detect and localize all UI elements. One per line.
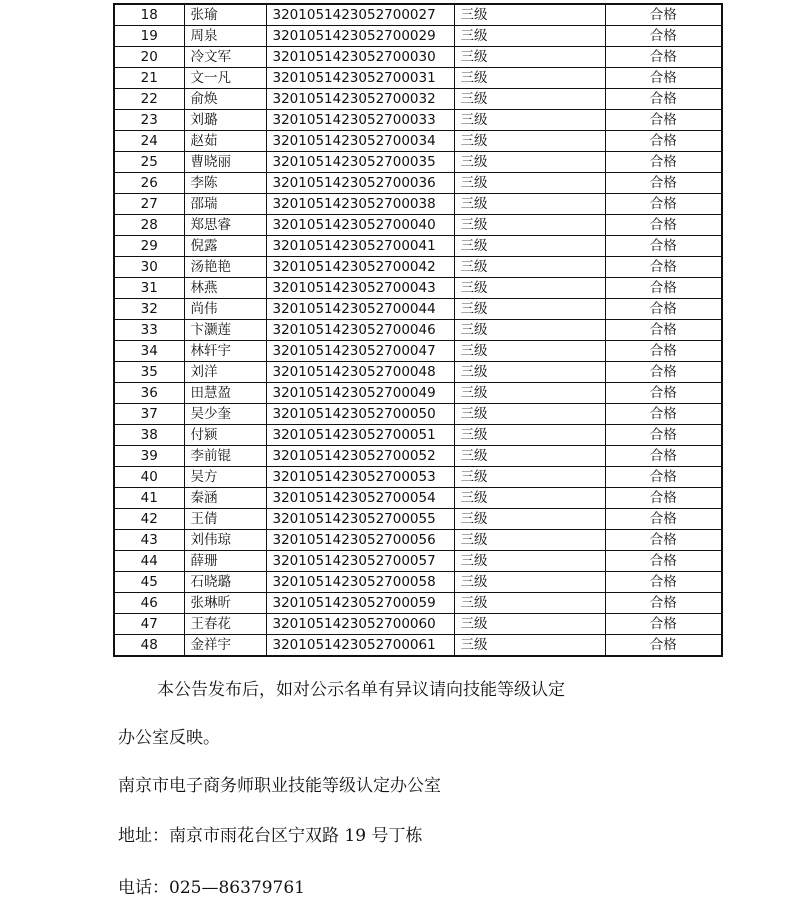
result-cell: 合格 <box>605 425 722 446</box>
certificate-number-cell: 3201051423052700049 <box>266 383 454 404</box>
row-number-cell: 40 <box>114 467 184 488</box>
table-row <box>114 152 722 173</box>
level-cell: 三级 <box>454 26 605 47</box>
row-number-cell: 46 <box>114 593 184 614</box>
notice-line-1: 本公告发布后，如对公示名单有异议请向技能等级认定 <box>157 680 565 700</box>
certificate-number-cell: 3201051423052700053 <box>266 467 454 488</box>
level-cell: 三级 <box>454 152 605 173</box>
table-row <box>114 425 722 446</box>
certificate-number-cell: 3201051423052700033 <box>266 110 454 131</box>
result-cell: 合格 <box>605 68 722 89</box>
row-number-cell: 18 <box>114 4 184 26</box>
table-row <box>114 173 722 194</box>
result-cell: 合格 <box>605 551 722 572</box>
certificate-number-cell: 3201051423052700052 <box>266 446 454 467</box>
row-number-cell: 32 <box>114 299 184 320</box>
table-row <box>114 299 722 320</box>
result-cell: 合格 <box>605 530 722 551</box>
certificate-number-cell: 3201051423052700061 <box>266 635 454 657</box>
row-number-cell: 33 <box>114 320 184 341</box>
name-cell: 王倩 <box>184 509 266 530</box>
certificate-number-cell: 3201051423052700044 <box>266 299 454 320</box>
row-number-cell: 43 <box>114 530 184 551</box>
name-cell: 赵茹 <box>184 131 266 152</box>
level-cell: 三级 <box>454 194 605 215</box>
result-cell: 合格 <box>605 173 722 194</box>
result-cell: 合格 <box>605 110 722 131</box>
name-cell: 刘伟琼 <box>184 530 266 551</box>
result-cell: 合格 <box>605 152 722 173</box>
table-row <box>114 257 722 278</box>
table-row <box>114 131 722 152</box>
level-cell: 三级 <box>454 425 605 446</box>
name-cell: 林燕 <box>184 278 266 299</box>
table-row <box>114 68 722 89</box>
certificate-number-cell: 3201051423052700050 <box>266 404 454 425</box>
name-cell: 秦涵 <box>184 488 266 509</box>
results-table <box>113 3 723 657</box>
name-cell: 吴少奎 <box>184 404 266 425</box>
table-row <box>114 194 722 215</box>
result-cell: 合格 <box>605 488 722 509</box>
result-cell: 合格 <box>605 362 722 383</box>
results-table-body <box>114 4 722 656</box>
row-number-cell: 45 <box>114 572 184 593</box>
result-cell: 合格 <box>605 47 722 68</box>
row-number-cell: 48 <box>114 635 184 657</box>
name-cell: 汤艳艳 <box>184 257 266 278</box>
table-row <box>114 26 722 47</box>
level-cell: 三级 <box>454 572 605 593</box>
result-cell: 合格 <box>605 278 722 299</box>
row-number-cell: 24 <box>114 131 184 152</box>
row-number-cell: 44 <box>114 551 184 572</box>
level-cell: 三级 <box>454 509 605 530</box>
result-cell: 合格 <box>605 26 722 47</box>
table-row <box>114 530 722 551</box>
result-cell: 合格 <box>605 572 722 593</box>
row-number-cell: 19 <box>114 26 184 47</box>
row-number-cell: 23 <box>114 110 184 131</box>
name-cell: 曹晓丽 <box>184 152 266 173</box>
level-cell: 三级 <box>454 89 605 110</box>
certificate-number-cell: 3201051423052700042 <box>266 257 454 278</box>
table-row <box>114 551 722 572</box>
certificate-number-cell: 3201051423052700030 <box>266 47 454 68</box>
certificate-number-cell: 3201051423052700057 <box>266 551 454 572</box>
level-cell: 三级 <box>454 635 605 657</box>
row-number-cell: 47 <box>114 614 184 635</box>
level-cell: 三级 <box>454 383 605 404</box>
table-row <box>114 89 722 110</box>
row-number-cell: 36 <box>114 383 184 404</box>
certificate-number-cell: 3201051423052700038 <box>266 194 454 215</box>
certificate-number-cell: 3201051423052700047 <box>266 341 454 362</box>
level-cell: 三级 <box>454 614 605 635</box>
table-row <box>114 593 722 614</box>
certificate-number-cell: 3201051423052700035 <box>266 152 454 173</box>
table-row <box>114 320 722 341</box>
row-number-cell: 27 <box>114 194 184 215</box>
result-cell: 合格 <box>605 467 722 488</box>
certificate-number-cell: 3201051423052700031 <box>266 68 454 89</box>
table-row <box>114 509 722 530</box>
certificate-number-cell: 3201051423052700046 <box>266 320 454 341</box>
level-cell: 三级 <box>454 551 605 572</box>
name-cell: 石晓璐 <box>184 572 266 593</box>
certificate-number-cell: 3201051423052700048 <box>266 362 454 383</box>
level-cell: 三级 <box>454 488 605 509</box>
result-cell: 合格 <box>605 446 722 467</box>
name-cell: 薛珊 <box>184 551 266 572</box>
certificate-number-cell: 3201051423052700034 <box>266 131 454 152</box>
table-row <box>114 362 722 383</box>
name-cell: 王春花 <box>184 614 266 635</box>
table-row <box>114 47 722 68</box>
table-row <box>114 4 722 26</box>
name-cell: 冷文军 <box>184 47 266 68</box>
result-cell: 合格 <box>605 635 722 657</box>
result-cell: 合格 <box>605 320 722 341</box>
result-cell: 合格 <box>605 257 722 278</box>
level-cell: 三级 <box>454 299 605 320</box>
notice-line-2: 办公室反映。 <box>118 728 220 748</box>
row-number-cell: 41 <box>114 488 184 509</box>
level-cell: 三级 <box>454 68 605 89</box>
certificate-number-cell: 3201051423052700054 <box>266 488 454 509</box>
table-row <box>114 572 722 593</box>
name-cell: 田慧盈 <box>184 383 266 404</box>
office-phone: 电话：025—86379761 <box>118 878 305 898</box>
level-cell: 三级 <box>454 446 605 467</box>
table-row <box>114 341 722 362</box>
name-cell: 卞灏莲 <box>184 320 266 341</box>
table-row <box>114 236 722 257</box>
name-cell: 李陈 <box>184 173 266 194</box>
row-number-cell: 20 <box>114 47 184 68</box>
result-cell: 合格 <box>605 89 722 110</box>
row-number-cell: 34 <box>114 341 184 362</box>
certificate-number-cell: 3201051423052700060 <box>266 614 454 635</box>
row-number-cell: 21 <box>114 68 184 89</box>
result-cell: 合格 <box>605 131 722 152</box>
name-cell: 周泉 <box>184 26 266 47</box>
result-cell: 合格 <box>605 383 722 404</box>
level-cell: 三级 <box>454 236 605 257</box>
level-cell: 三级 <box>454 362 605 383</box>
certificate-number-cell: 3201051423052700027 <box>266 4 454 26</box>
row-number-cell: 42 <box>114 509 184 530</box>
certificate-number-cell: 3201051423052700041 <box>266 236 454 257</box>
name-cell: 刘洋 <box>184 362 266 383</box>
name-cell: 尚伟 <box>184 299 266 320</box>
level-cell: 三级 <box>454 257 605 278</box>
name-cell: 文一凡 <box>184 68 266 89</box>
table-row <box>114 215 722 236</box>
level-cell: 三级 <box>454 530 605 551</box>
result-cell: 合格 <box>605 593 722 614</box>
result-cell: 合格 <box>605 299 722 320</box>
row-number-cell: 25 <box>114 152 184 173</box>
name-cell: 张瑜 <box>184 4 266 26</box>
table-row <box>114 383 722 404</box>
level-cell: 三级 <box>454 4 605 26</box>
table-row <box>114 635 722 657</box>
name-cell: 郑思睿 <box>184 215 266 236</box>
level-cell: 三级 <box>454 278 605 299</box>
row-number-cell: 38 <box>114 425 184 446</box>
name-cell: 金祥宇 <box>184 635 266 657</box>
office-name: 南京市电子商务师职业技能等级认定办公室 <box>118 776 441 796</box>
certificate-number-cell: 3201051423052700051 <box>266 425 454 446</box>
row-number-cell: 39 <box>114 446 184 467</box>
row-number-cell: 31 <box>114 278 184 299</box>
row-number-cell: 35 <box>114 362 184 383</box>
office-address: 地址：南京市雨花台区宁双路 19 号丁栋 <box>118 826 423 846</box>
table-row <box>114 110 722 131</box>
level-cell: 三级 <box>454 341 605 362</box>
table-row <box>114 467 722 488</box>
level-cell: 三级 <box>454 173 605 194</box>
table-row <box>114 488 722 509</box>
table-row <box>114 404 722 425</box>
result-cell: 合格 <box>605 236 722 257</box>
table-row <box>114 614 722 635</box>
row-number-cell: 37 <box>114 404 184 425</box>
result-cell: 合格 <box>605 194 722 215</box>
table-row <box>114 278 722 299</box>
certificate-number-cell: 3201051423052700056 <box>266 530 454 551</box>
name-cell: 付颍 <box>184 425 266 446</box>
name-cell: 林轩宇 <box>184 341 266 362</box>
level-cell: 三级 <box>454 215 605 236</box>
name-cell: 张琳昕 <box>184 593 266 614</box>
level-cell: 三级 <box>454 467 605 488</box>
name-cell: 倪露 <box>184 236 266 257</box>
row-number-cell: 30 <box>114 257 184 278</box>
row-number-cell: 26 <box>114 173 184 194</box>
row-number-cell: 28 <box>114 215 184 236</box>
level-cell: 三级 <box>454 320 605 341</box>
result-cell: 合格 <box>605 215 722 236</box>
certificate-number-cell: 3201051423052700029 <box>266 26 454 47</box>
row-number-cell: 22 <box>114 89 184 110</box>
name-cell: 李前锟 <box>184 446 266 467</box>
name-cell: 刘璐 <box>184 110 266 131</box>
certificate-number-cell: 3201051423052700055 <box>266 509 454 530</box>
certificate-number-cell: 3201051423052700040 <box>266 215 454 236</box>
certificate-number-cell: 3201051423052700036 <box>266 173 454 194</box>
result-cell: 合格 <box>605 509 722 530</box>
name-cell: 吴方 <box>184 467 266 488</box>
result-cell: 合格 <box>605 341 722 362</box>
certificate-number-cell: 3201051423052700059 <box>266 593 454 614</box>
result-cell: 合格 <box>605 4 722 26</box>
certificate-number-cell: 3201051423052700043 <box>266 278 454 299</box>
certificate-number-cell: 3201051423052700058 <box>266 572 454 593</box>
level-cell: 三级 <box>454 47 605 68</box>
result-cell: 合格 <box>605 614 722 635</box>
row-number-cell: 29 <box>114 236 184 257</box>
certificate-number-cell: 3201051423052700032 <box>266 89 454 110</box>
level-cell: 三级 <box>454 593 605 614</box>
level-cell: 三级 <box>454 110 605 131</box>
result-cell: 合格 <box>605 404 722 425</box>
level-cell: 三级 <box>454 404 605 425</box>
name-cell: 俞焕 <box>184 89 266 110</box>
table-row <box>114 446 722 467</box>
level-cell: 三级 <box>454 131 605 152</box>
name-cell: 邵瑞 <box>184 194 266 215</box>
